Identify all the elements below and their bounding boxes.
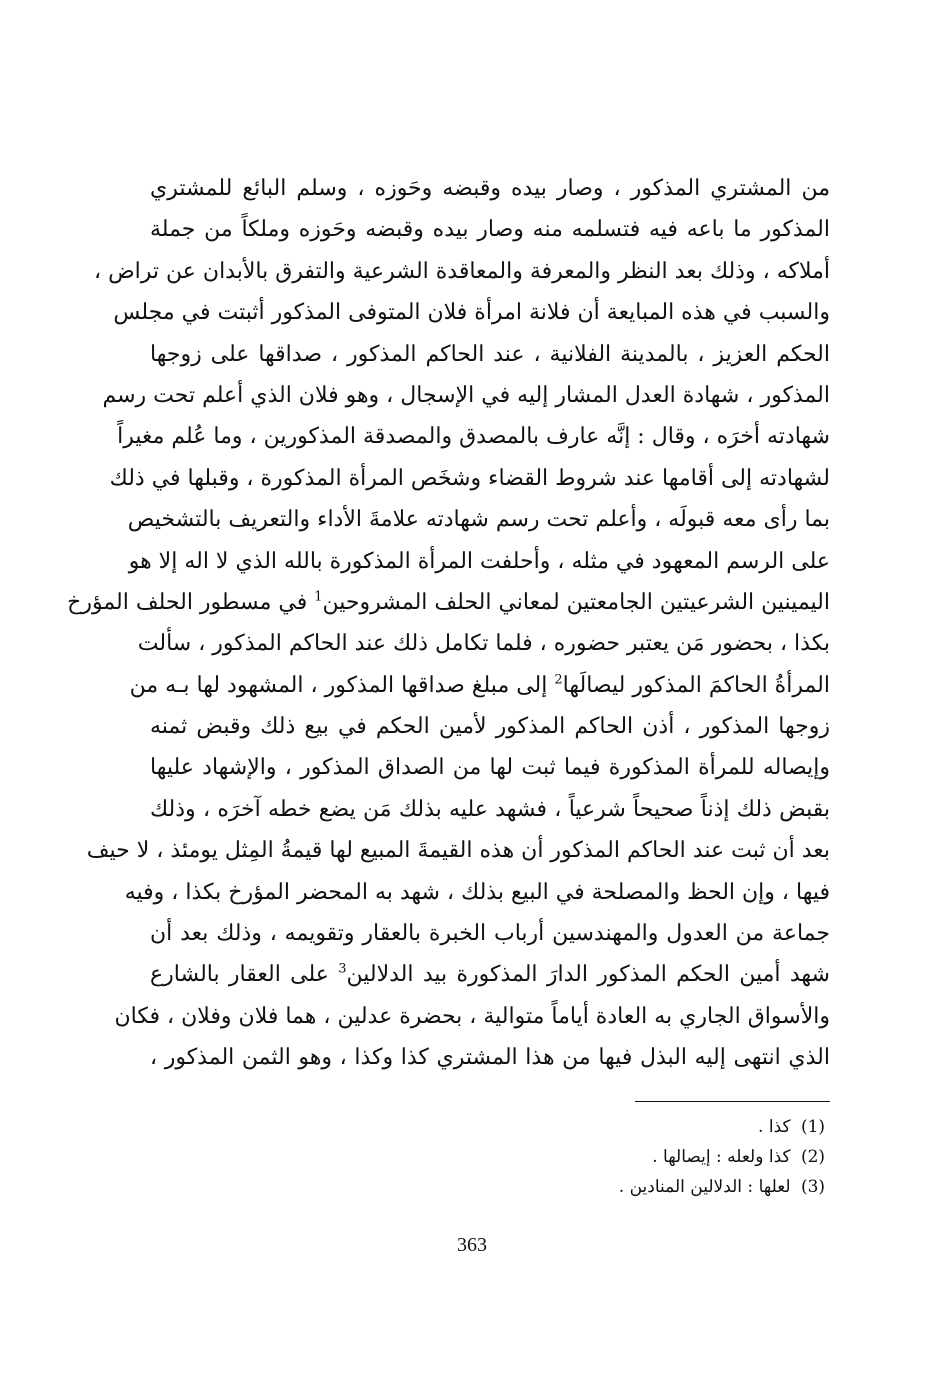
text-line: على الرسم المعهود في مثله ، وأحلفت المرأة المذكورة بالله الذي لا اله إلا هو — [128, 548, 830, 574]
text-line: أملاكه ، وذلك بعد النظر والمعرفة والمعاقدة الشرعية والتفرق بالأبدان عن تراض ، — [93, 258, 830, 284]
text-line: زوجها المذكور ، أذن الحاكم المذكور لأمين الحكم في بيع ذلك وقبض ثمنه — [150, 714, 830, 740]
footnote-text: كذا ولعله : إيصالها . — [652, 1147, 796, 1167]
text-line: المرأةُ الحاكمَ المذكور ليصالَها$^2$ إلى مبلغ صداقها المذكور ، المشهود لها بـه من — [129, 672, 830, 698]
text-line: فيها ، وإن الحظ والمصلحة في البيع بذلك ، شهد به المحضر المؤرخ بكذا ، وفيه — [124, 879, 830, 905]
footnote-number: (2) — [800, 1147, 826, 1167]
text-line: المذكور ، شهادة العدل المشار إليه في الإسجال ، وهو فلان الذي أعلم تحت رسم — [102, 382, 830, 408]
text-line: جماعة من العدول والمهندسين أرباب الخبرة بالعقار وتقويمه ، وذلك بعد أن — [150, 921, 830, 947]
footnote-marker: 2 — [554, 672, 563, 688]
footnote-number: (3) — [800, 1177, 826, 1197]
footnotes — [150, 1112, 830, 1202]
page-number: 363 — [457, 1234, 487, 1256]
text-line: والسبب في هذه المبايعة أن فلانة امرأة فلان المتوفى المذكور أثبتت في مجلس — [113, 300, 830, 326]
footnote-separator — [635, 1101, 830, 1102]
footnote-marker: 1 — [314, 589, 323, 605]
text-line: اليمينين الشرعيتين الجامعتين لمعاني الحلف المشروحين$^1$ في مسطور الحلف المؤرخ — [67, 589, 830, 615]
main-text-body — [67, 168, 830, 1079]
text-line: الذي انتهى إليه البذل فيها من هذا المشتري كذا وكذا ، وهو الثمن المذكور ، — [150, 1045, 830, 1071]
footnote-number: (1) — [800, 1117, 826, 1137]
text-line: بعد أن ثبت عند الحاكم المذكور أن هذه القيمةَ المبيع لها قيمةُ المِثل يومئذ ، لا حيف — [86, 838, 830, 864]
text-line: شهد أمين الحكم المذكور الدارَ المذكورة بيد الدلالين$^3$ على العقار بالشارع — [150, 962, 830, 988]
text-line: المذكور ما باعه فيه فتسلمه منه وصار بيده وقبضه وحَوزه وملكاً من جملة — [150, 217, 830, 243]
footnote-item — [150, 1172, 830, 1202]
text-line: والأسواق الجاري به العادة أياماً متوالية ، بحضرة عدلين ، هما فلان وفلان ، فكان — [114, 1003, 830, 1029]
text-line: من المشتري المذكور ، وصار بيده وقبضه وحَوزه ، وسلم البائع للمشتري — [150, 176, 830, 201]
text-line: بقبض ذلك إذناً صحيحاً شرعياً ، فشهد عليه بذلك مَن يضع خطه آخرَه ، وذلك — [150, 796, 830, 822]
footnote-text: لعلها : الدلالين المنادين . — [618, 1177, 796, 1197]
footnote-item — [150, 1142, 830, 1172]
text-line: بكذا ، بحضور مَن يعتبر حضوره ، فلما تكامل ذلك عند الحاكم المذكور ، سألت — [137, 631, 830, 657]
text-line: بما رأى معه قبولَه ، وأعلم تحت رسم شهادته علامةَ الأداء والتعريف بالتشخيص — [127, 507, 830, 533]
footnote-marker: 3 — [338, 962, 347, 978]
text-line: شهادته أخرَه ، وقال : إنَّه عارف بالمصدق والمصدقة المذكورين ، وما عُلم مغيراً — [117, 424, 830, 450]
text-line: وإيصاله للمرأة المذكورة فيما ثبت لها من الصداق المذكور ، والإشهاد عليها — [150, 755, 830, 781]
footnote-text: كذا . — [758, 1117, 796, 1137]
footnote-item — [150, 1112, 830, 1142]
text-line: الحكم العزيز ، بالمدينة الفلانية ، عند الحاكم المذكور ، صداقها على زوجها — [150, 341, 830, 367]
text-line: لشهادته إلى أقامها عند شروط القضاء وشخَص المرأة المذكورة ، وقبلها في ذلك — [109, 465, 830, 491]
